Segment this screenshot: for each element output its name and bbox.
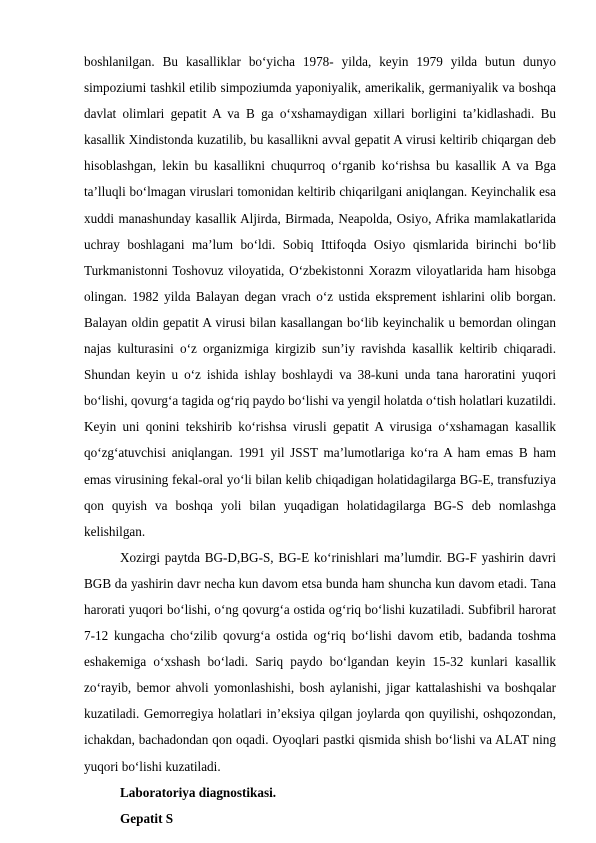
document-body: [84, 49, 556, 832]
heading-lab-diagnostics: Laboratoriya diagnostikasi.: [120, 784, 277, 800]
paragraph-history: boshlanilgan. Bu kasalliklar bo‘yicha 1978- yilda, keyin 1979 yilda butun dunyo simpoziumi tashkil etilib simpoziumda yaponiyalik, amerikalik, germaniyalik va boshqa davlat olimlari gepatit A va B ga o‘xshamaydigan xillari borligini ta’kidlashadi. Bu kasallik Xindistonda kuzatilib, bu kasallikni avval gepatit A virusi keltirib chiqargan deb hisoblashgan, lekin bu kasallikni chuqurroq o‘rganib ko‘rishsa bu kasallik A va Bga ta’lluqli bo‘lmagan viruslari tomonidan keltirib chiqarilgani aniqlangan. Keyinchalik esa xuddi manashunday kasallik Aljirda, Birmada, Neapolda, Osiyo, Afrika mamlakatlarida uchray boshlagani ma’lum bo‘ldi. Sobiq Ittifoqda Osiyo qismlarida birinchi bo‘lib Turkmanistonni Toshovuz viloyatida, O‘zbekistonni Xorazm viloyatlarida ham hisobga olingan. 1982 yilda Balayan degan vrach o‘z ustida eksprement ishlarini olib borgan. Balayan oldin gepatit A virusi bilan kasallangan bo‘lib keyinchalik u bemordan olingan najas kulturasini o‘z organizmiga kirgizib sun’iy ravishda kasallik keltirib chiqaradi. Shundan keyin u o‘z ishida ishlay boshlaydi va 38-kuni unda tana haroratini yuqori bo‘lishi, qovurg‘a tagida og‘riq paydo bo‘lishi va yengil holatda o‘tish holatlari kuzatildi. Keyin uni qonini tekshirib ko‘rishsa virusli gepatit A virusiga o‘xshamagan kasallik qo‘zg‘atuvchisi aniqlangan. 1991 yil JSST ma’lumotlariga ko‘ra A ham emas B ham emas virusining fekal-oral yo‘li bilan kelib chiqadigan holatidagilarga BG-E, transfuziya qon quyish va boshqa yoli bilan yuqadigan holatidagilarga BG-S deb nomlashga kelishilgan.: [84, 54, 556, 539]
heading-hepatitis-c: Gepatit S: [120, 810, 174, 826]
paragraph-current-forms: Xozirgi paytda BG-D,BG-S, BG-E ko‘rinishlari ma’lumdir. BG-F yashirin davri BGB da yashirin davr necha kun davom etsa bunda ham shuncha kun davom etadi. Tana harorati yuqori bo‘lishi, o‘ng qovurg‘a ostida og‘riq bo‘lishi kuzatiladi. Subfibril harorat 7-12 kungacha cho‘zilib qovurg‘a ostida og‘riq bo‘lishi davom etib, badanda toshma eshakemiga o‘xshash bo‘ladi. Sariq paydo bo‘lgandan keyin 15-32 kunlari kasallik zo‘rayib, bemor ahvoli yomonlashishi, bosh aylanishi, jigar kattalashishi va boshqalar kuzatiladi. Gemorregiya holatlari in’eksiya qilgan joylarda qon quyilishi, oshqozondan, ichakdan, bachadondan qon oqadi. Oyoqlari pastki qismida shish bo‘lishi va ALAT ning yuqori bo‘lishi kuzatiladi.: [84, 549, 556, 774]
